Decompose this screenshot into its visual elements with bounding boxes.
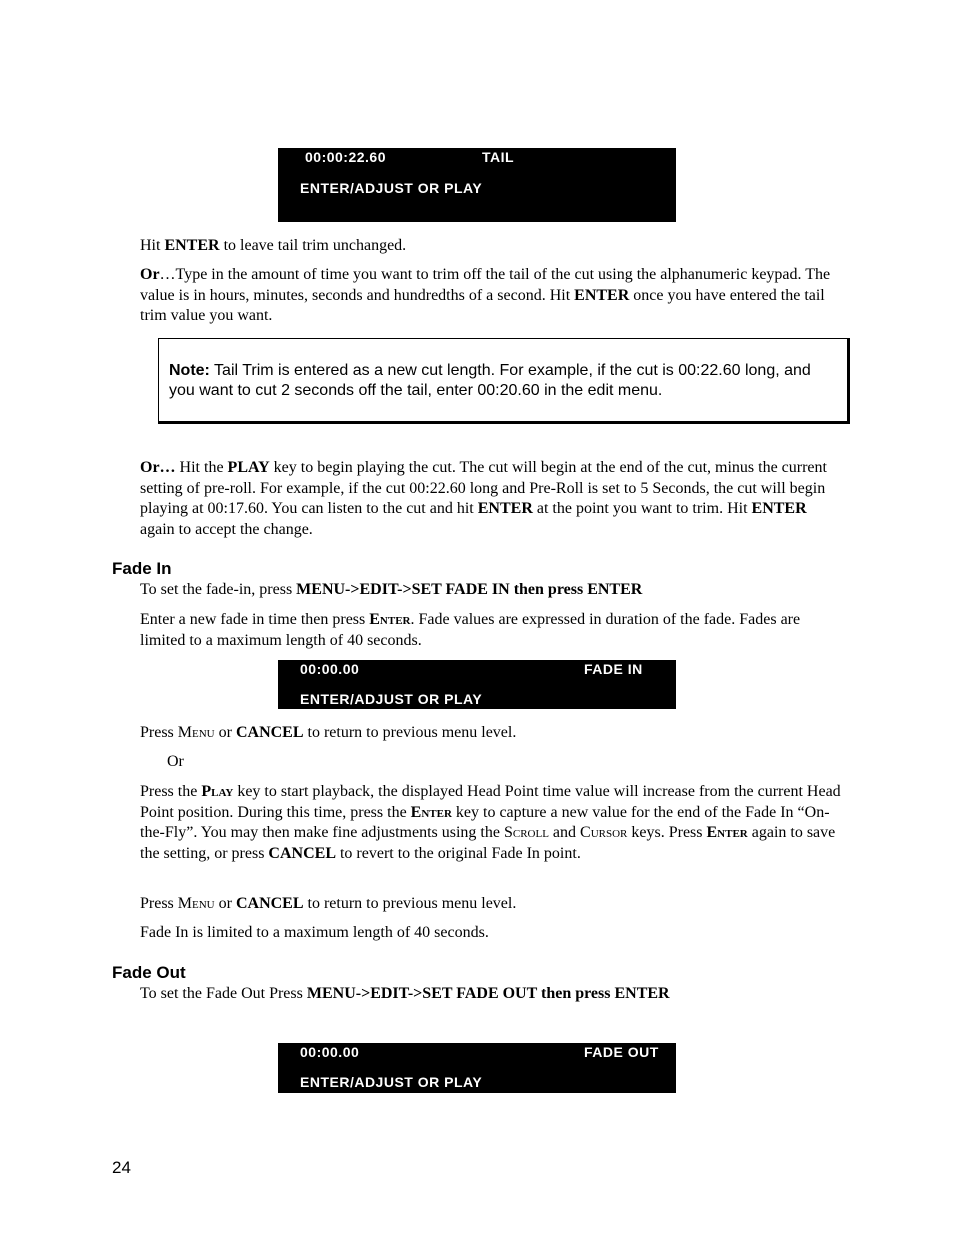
lcd-mode: TAIL — [482, 149, 515, 165]
paragraph: To set the fade-in, press MENU->EDIT->SET FADE IN then press ENTER — [140, 581, 643, 598]
lcd-prompt: ENTER/ADJUST OR PLAY — [300, 691, 483, 707]
lcd-time: 00:00:22.60 — [305, 149, 387, 165]
paragraph: Fade In is limited to a maximum length of 40 seconds. — [140, 924, 489, 941]
lcd-time: 00:00.00 — [300, 661, 360, 677]
paragraph: Press the Play key to start playback, the displayed Head Point time value will increase from the current Head Point position. During this time, press the Enter key to capture a new value for the end of the Fade In “On-the-Fly”. You may then make fine adjustments using the Scroll and Cursor keys. Press Enter again to save the setting, or press CANCEL to revert to the original Fade In point. — [140, 783, 841, 862]
paragraph: Or… Hit the PLAY key to begin playing the cut. The cut will begin at the end of the cut, minus the current setting of pre-roll. For example, if the cut 00:22.60 long and Pre-Roll is set to 5 Seconds, the cut will begin playing at 00:17.60. You can listen to the cut and hit ENTER at the point you want to trim. Hit ENTER again to accept the change. — [140, 459, 827, 538]
lcd-prompt: ENTER/ADJUST OR PLAY — [300, 1074, 483, 1090]
paragraph: Enter a new fade in time then press Enter. Fade values are expressed in duration of the fade. Fades are limited to a maximum length of 40 seconds. — [140, 611, 801, 649]
lcd-mode: FADE IN — [584, 661, 643, 677]
paragraph: Hit ENTER to leave tail trim unchanged. — [140, 237, 407, 254]
section-heading-fade-out: Fade Out — [112, 963, 186, 982]
lcd-display-fade-out — [278, 1043, 676, 1093]
page-number: 24 — [112, 1158, 131, 1177]
note-label: Note: — [169, 362, 210, 379]
section-heading-fade-in: Fade In — [112, 559, 172, 578]
paragraph: Or…Type in the amount of time you want to trim off the tail of the cut using the alphanumeric keypad. The value is in hours, minutes, seconds and hundredths of a second. Hit ENTER once you have entered the tail trim value you want. — [140, 266, 831, 324]
note-text: Tail Trim is entered as a new cut length. For example, if the cut is 00:22.60 long, and you want to cut 2 seconds off the tail, enter 00:20.60 in the edit menu. — [169, 362, 811, 399]
lcd-mode: FADE OUT — [584, 1044, 659, 1060]
paragraph: Or — [167, 753, 184, 770]
note-box — [158, 338, 850, 424]
paragraph: Press Menu or CANCEL to return to previous menu level. — [140, 895, 517, 912]
lcd-display-fade-in — [278, 660, 676, 709]
lcd-display-tail — [278, 148, 676, 222]
lcd-time: 00:00.00 — [300, 1044, 360, 1060]
lcd-prompt: ENTER/ADJUST OR PLAY — [300, 180, 483, 196]
paragraph: Press Menu or CANCEL to return to previous menu level. — [140, 724, 517, 741]
paragraph: To set the Fade Out Press MENU->EDIT->SET FADE OUT then press ENTER — [140, 985, 670, 1002]
